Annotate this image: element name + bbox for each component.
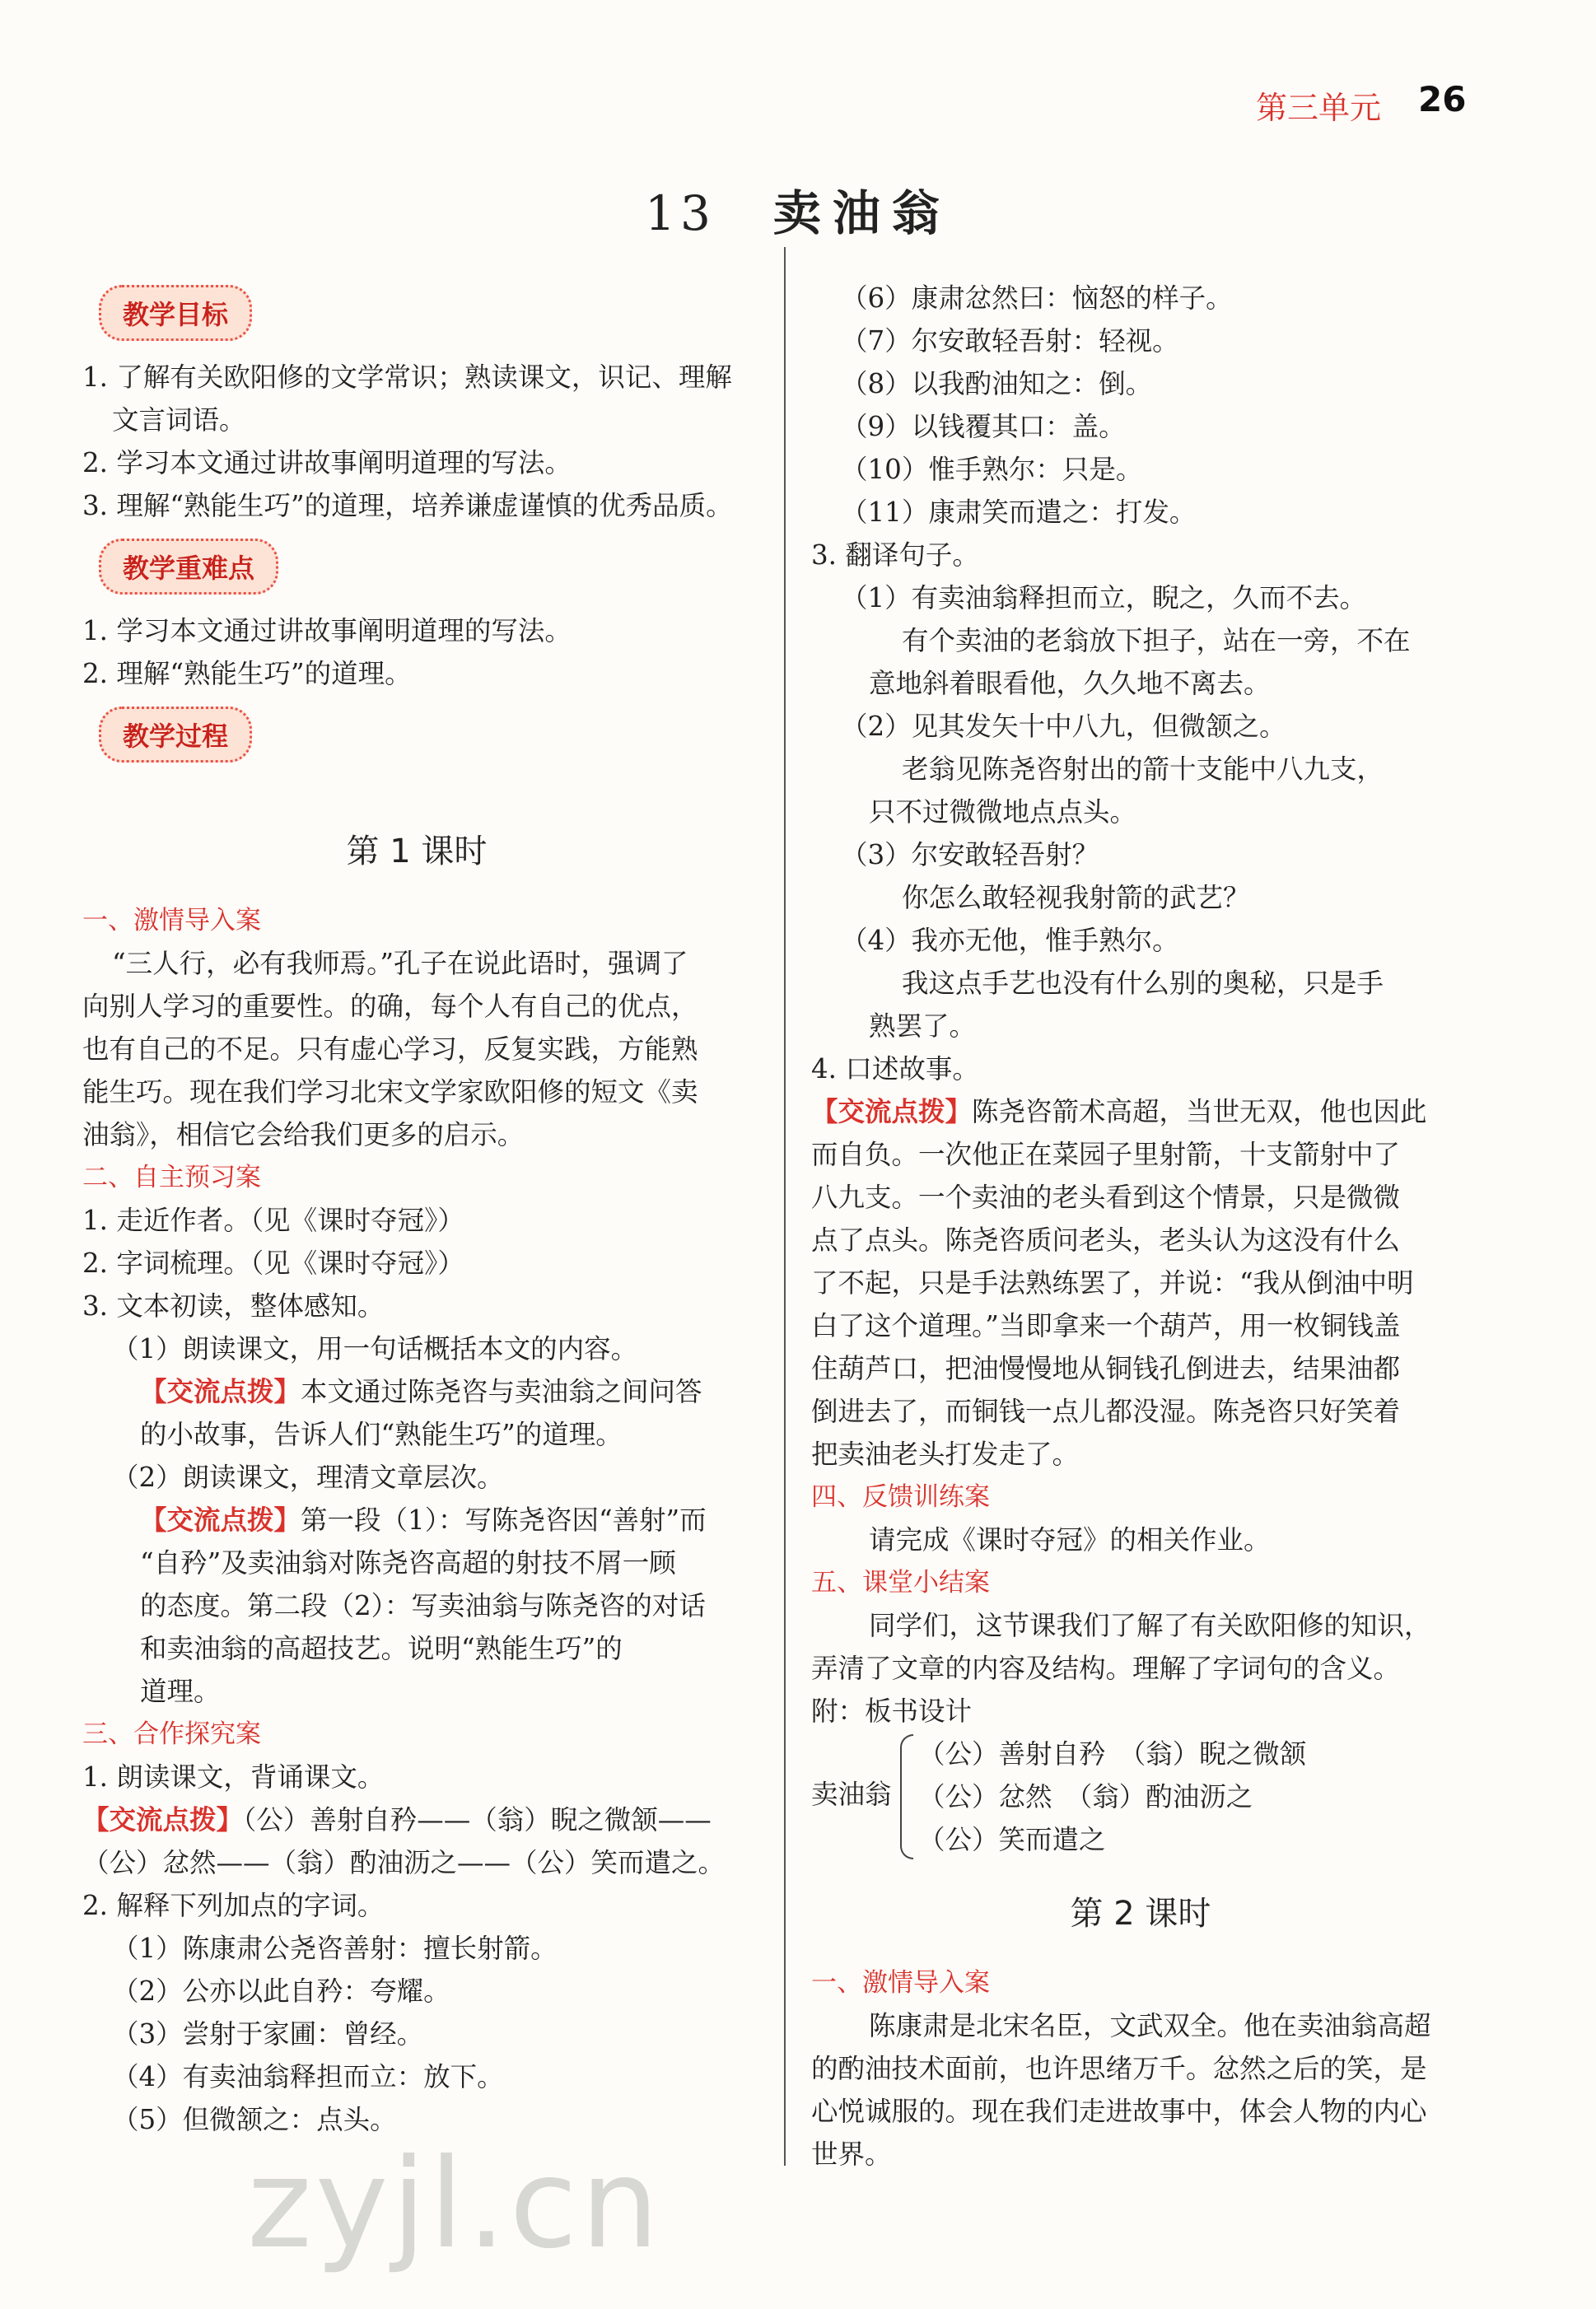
word-item: （11）康肃笑而遣之：打发。 xyxy=(841,497,1197,528)
list-item: 1. 朗读课文，背诵课文。 xyxy=(82,1761,385,1793)
translation-question: （3）尔安敢轻吾射？ xyxy=(841,839,1099,870)
word-item: （5）但微颔之：点头。 xyxy=(112,2104,397,2135)
story-line: 倒进去了，而铜钱一点儿都没湿。陈尧咨只好笑着 xyxy=(811,1396,1401,1427)
paragraph-line: 的酌油技术面前，也许思绪万千。忿然之后的笑，是 xyxy=(811,2053,1427,2084)
left-column xyxy=(82,280,751,2141)
paragraph-line: 弄清了文章的内容及结构。理解了字词句的含义。 xyxy=(811,1653,1401,1684)
word-item: （9）以钱覆其口：盖。 xyxy=(841,411,1126,442)
hint-line: 和卖油翁的高超技艺。说明“熟能生巧”的 xyxy=(140,1633,623,1664)
list-item: 3. 翻译句子。 xyxy=(811,539,979,571)
hint-label: 【交流点拨】 xyxy=(82,1803,244,1836)
lesson1-title: 第 1 课时 xyxy=(346,833,488,870)
translation-answer: 意地斜着眼看他，久久地不离去。 xyxy=(869,668,1271,699)
translation-answer: 有个卖油的老翁放下担子，站在一旁，不在 xyxy=(902,625,1411,656)
goal-item: 文言词语。 xyxy=(112,404,246,436)
section-heading: 一、激情导入案 xyxy=(811,1968,990,1998)
paragraph-line: 请完成《课时夺冠》的相关作业。 xyxy=(869,1524,1271,1556)
lesson-name: 卖油翁 xyxy=(772,185,951,241)
paragraph-line: 心悦诚服的。现在我们走进故事中，体会人物的内心 xyxy=(811,2096,1427,2127)
hint-line xyxy=(82,1370,751,1413)
section-heading: 二、自主预习案 xyxy=(82,1163,261,1192)
story-line: 点了点头。陈尧咨质问老头，老头认为这没有什么 xyxy=(811,1224,1401,1256)
list-item: 2. 字词梳理。（见《课时夺冠》） xyxy=(82,1248,464,1279)
paragraph-line: 陈康肃是北宋名臣，文武双全。他在卖油翁高超 xyxy=(869,2010,1431,2041)
section-heading: 四、反馈训练案 xyxy=(811,1482,990,1512)
paragraph-line: 同学们，这节课我们了解了有关欧阳修的知识， xyxy=(869,1610,1431,1641)
translation-question: （1）有卖油翁释担而立，睨之，久而不去。 xyxy=(841,582,1367,613)
translation-answer: 我这点手艺也没有什么别的奥秘，只是手 xyxy=(902,968,1384,999)
hint-label: 【交流点拨】 xyxy=(811,1095,973,1127)
section-heading: 一、激情导入案 xyxy=(82,906,261,935)
paragraph-line: 附：板书设计 xyxy=(811,1696,973,1727)
lesson-title xyxy=(0,175,1596,244)
story-line: 而自负。一次他正在菜园子里射箭，十支箭射中了 xyxy=(811,1139,1401,1170)
paragraph-line: 能生巧。现在我们学习北宋文学家欧阳修的短文《卖 xyxy=(82,1076,698,1108)
hint-label: 【交流点拨】 xyxy=(140,1504,301,1536)
translation-answer: 你怎么敢轻视我射箭的武艺？ xyxy=(902,882,1250,913)
word-item: （3）尝射于家圃：曾经。 xyxy=(112,2018,424,2050)
word-item: （4）有卖油翁释担而立：放下。 xyxy=(112,2061,504,2092)
translation-answer: 只不过微微地点点头。 xyxy=(869,796,1137,828)
hint-line xyxy=(82,1499,751,1542)
hint-text: 陈尧咨箭术高超，当世无双，他也因此 xyxy=(972,1096,1427,1127)
key-point-item: 2. 理解“熟能生巧”的道理。 xyxy=(82,658,412,689)
lesson2-title: 第 2 课时 xyxy=(1070,1895,1211,1933)
hint-line: 的态度。第二段（2）：写卖油翁与陈尧咨的对话 xyxy=(140,1590,706,1621)
board-root: 卖油翁 xyxy=(811,1779,892,1810)
hint-line: “自矜”及卖油翁对陈尧咨高超的射技不屑一顾 xyxy=(140,1547,676,1579)
column-divider xyxy=(784,247,786,2166)
watermark: zyjl.cn xyxy=(247,2133,663,2276)
paragraph-line: 油翁》，相信它会给我们更多的启示。 xyxy=(82,1119,525,1150)
unit-label: 第三单元 xyxy=(1256,90,1382,126)
goal-item: 2. 学习本文通过讲故事阐明道理的写法。 xyxy=(82,447,572,478)
hint-text: （公）善射自矜——（翁）睨之微颔—— xyxy=(243,1804,712,1836)
hint-text: 第一段（1）：写陈尧咨因“善射”而 xyxy=(301,1504,707,1536)
goal-item: 1. 了解有关欧阳修的文学常识；熟读课文，识记、理解 xyxy=(82,362,732,393)
hint-text: 本文通过陈尧咨与卖油翁之间问答 xyxy=(301,1376,702,1407)
list-item: 3. 文本初读，整体感知。 xyxy=(82,1290,385,1322)
paragraph-line: “三人行，必有我师焉。”孔子在说此语时，强调了 xyxy=(112,948,688,979)
hint-line: 的小故事，告诉人们“熟能生巧”的道理。 xyxy=(140,1419,623,1450)
list-item: 1. 走近作者。（见《课时夺冠》） xyxy=(82,1205,464,1236)
section-heading: 五、课堂小结案 xyxy=(811,1568,990,1598)
badge-key-points: 教学重难点 xyxy=(99,539,278,595)
hint-line xyxy=(811,1090,1470,1133)
paragraph-line: 世界。 xyxy=(811,2139,892,2170)
board-design xyxy=(811,1733,1470,1861)
story-line: 八九支。一个卖油的老头看到这个情景，只是微微 xyxy=(811,1182,1401,1213)
paragraph-line: 也有自己的不足。只有虚心学习，反复实践，方能熟 xyxy=(82,1033,698,1065)
question: （1）朗读课文，用一句话概括本文的内容。 xyxy=(112,1333,638,1364)
word-item: （8）以我酌油知之：倒。 xyxy=(841,368,1153,399)
paragraph-line: 向别人学习的重要性。的确，每个人有自己的优点， xyxy=(82,991,698,1022)
story-line: 把卖油老头打发走了。 xyxy=(811,1439,1080,1470)
story-line: 白了这个道理。”当即拿来一个葫芦，用一枚铜钱盖 xyxy=(811,1310,1401,1341)
board-line: （公）笑而遣之 xyxy=(918,1824,1106,1855)
word-item: （10）惟手熟尔：只是。 xyxy=(841,454,1143,485)
hint-line: （公）忿然——（翁）酌油沥之——（公）笑而遣之。 xyxy=(82,1847,726,1878)
story-line: 住葫芦口，把油慢慢地从铜钱孔倒进去，结果油都 xyxy=(811,1353,1401,1384)
translation-question: （4）我亦无他，惟手熟尔。 xyxy=(841,925,1179,956)
brace-icon xyxy=(900,1734,913,1859)
question: （2）朗读课文，理清文章层次。 xyxy=(112,1462,504,1493)
board-line: （公）善射自矜 （翁）睨之微颔 xyxy=(918,1738,1307,1770)
translation-answer: 老翁见陈尧咨射出的箭十支能中八九支， xyxy=(902,753,1384,785)
section-heading: 三、合作探究案 xyxy=(82,1719,261,1749)
word-item: （6）康肃忿然曰：恼怒的样子。 xyxy=(841,282,1233,314)
board-line: （公）忿然 （翁）酌油沥之 xyxy=(918,1781,1253,1812)
right-column xyxy=(811,277,1470,2176)
key-point-item: 1. 学习本文通过讲故事阐明道理的写法。 xyxy=(82,615,572,646)
badge-goals: 教学目标 xyxy=(99,285,252,341)
word-item: （2）公亦以此自矜：夸耀。 xyxy=(112,1975,450,2007)
hint-line xyxy=(82,1798,751,1841)
list-item: 4. 口述故事。 xyxy=(811,1053,979,1085)
hint-line: 道理。 xyxy=(140,1676,221,1707)
translation-answer: 熟罢了。 xyxy=(869,1010,977,1042)
translation-question: （2）见其发矢十中八九，但微颔之。 xyxy=(841,711,1286,742)
hint-label: 【交流点拨】 xyxy=(140,1375,301,1407)
list-item: 2. 解释下列加点的字词。 xyxy=(82,1890,385,1921)
goal-item: 3. 理解“熟能生巧”的道理，培养谦虚谨慎的优秀品质。 xyxy=(82,490,733,521)
word-item: （1）陈康肃公尧咨善射：擅长射箭。 xyxy=(112,1933,558,1964)
lesson-number: 13 xyxy=(645,185,716,241)
word-item: （7）尔安敢轻吾射：轻视。 xyxy=(841,325,1179,357)
badge-process: 教学过程 xyxy=(99,707,252,763)
page-number: 26 xyxy=(1418,79,1467,119)
story-line: 了不起，只是手法熟练罢了，并说：“我从倒油中明 xyxy=(811,1267,1414,1299)
